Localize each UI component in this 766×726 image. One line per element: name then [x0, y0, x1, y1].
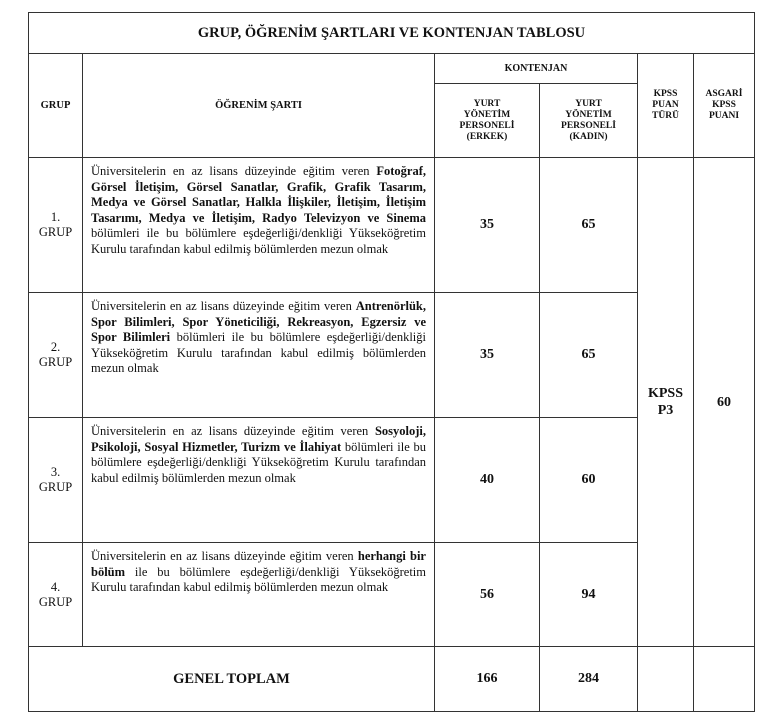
kadin-value: 65	[540, 293, 638, 418]
header-asgari-kpss-puani	[694, 54, 755, 158]
erkek-value: 35	[435, 158, 540, 293]
total-erkek: 166	[435, 647, 540, 712]
condition-text: bölümleri ile bu bölümlere eşdeğerliği/denkliği Yükseköğretim Kurulu tarafından kabul edilmiş bölümlerden mezun olmak	[91, 330, 427, 375]
header-ogrenim-sarti: ÖĞRENİM ŞARTI	[83, 54, 435, 158]
condition-cell	[83, 158, 435, 293]
header-line: KPSS	[653, 89, 678, 99]
grup-number: 2.	[50, 340, 61, 354]
condition-cell	[83, 418, 435, 543]
erkek-value: 40	[435, 418, 540, 543]
total-empty-cell	[638, 647, 694, 712]
grup-cell	[29, 418, 83, 543]
header-line: YÖNETİM	[565, 109, 612, 120]
table-title: GRUP, ÖĞRENİM ŞARTLARI VE KONTENJAN TABLOSU	[29, 13, 755, 54]
condition-text: bölümleri ile bu bölümlere eşdeğerliği/denkliği Yükseköğretim Kurulu tarafından kabul edilmiş bölümlerden mezun olmak	[91, 439, 426, 485]
condition-text: Üniversitelerin en az lisans düzeyinde eğitim veren	[91, 299, 356, 313]
kadin-value: 65	[540, 158, 638, 293]
total-kadin: 284	[540, 647, 638, 712]
total-empty-cell	[694, 647, 755, 712]
header-line: PUANI	[708, 111, 740, 121]
header-line: PERSONELİ	[561, 120, 616, 131]
total-row	[29, 647, 755, 712]
kontenjan-table	[28, 12, 755, 712]
header-kontenjan: KONTENJAN	[435, 54, 638, 84]
condition-text: Üniversitelerin en az lisans düzeyinde eğitim veren	[91, 424, 375, 438]
condition-departments: Fotoğraf, Görsel İletişim, Görsel Sanatlar, Grafik, Grafik Tasarım, Medya ve Görsel Sanatlar, Halkla İlişkiler, İletişim, İletişim Tasarımı, Medya ve İletişim, Radyo Televizyon ve Sinema	[91, 164, 426, 225]
grup-number: 4.	[50, 579, 61, 594]
header-kpss-puan-turu	[638, 54, 694, 158]
grup-number: 3.	[50, 465, 61, 479]
condition-departments: herhangi bir bölüm	[91, 549, 426, 579]
grup-label: GRUP	[38, 594, 73, 609]
header-erkek	[435, 84, 540, 158]
condition-text: Üniversitelerin en az lisans düzeyinde eğitim veren	[91, 549, 358, 563]
grup-cell	[29, 158, 83, 293]
kpss-line: P3	[657, 403, 674, 418]
condition-text: Üniversitelerin en az lisans düzeyinde eğitim veren	[91, 164, 377, 178]
grup-number: 1.	[50, 210, 61, 224]
condition-departments: Sosyoloji, Psikoloji, Sosyal Hizmetler, Turizm ve İlahiyat	[91, 424, 426, 454]
erkek-value: 35	[435, 293, 540, 418]
header-line: YURT	[473, 98, 501, 109]
asgari-kpss-puani-value: 60	[694, 158, 755, 647]
table-row	[29, 158, 755, 293]
total-label: GENEL TOPLAM	[29, 647, 435, 712]
condition-cell	[83, 543, 435, 647]
header-line: ASGARİ	[705, 89, 743, 99]
grup-label: GRUP	[38, 355, 73, 369]
header-line: YÖNETİM	[463, 109, 511, 120]
header-line: (KADIN)	[569, 131, 608, 142]
grup-label: GRUP	[38, 225, 73, 239]
condition-cell	[83, 293, 435, 418]
header-line: PERSONELİ	[459, 120, 515, 131]
header-grup: GRUP	[29, 54, 83, 158]
kadin-value: 94	[540, 543, 638, 647]
kpss-puan-turu-value	[638, 158, 694, 647]
condition-text: bölümleri ile bu bölümlere eşdeğerliği/denkliği Yükseköğretim Kurulu tarafından kabul edilmiş bölümlerden mezun olmak	[91, 226, 426, 256]
header-line: YURT	[575, 98, 602, 109]
header-kadin	[540, 84, 638, 158]
grup-cell	[29, 543, 83, 647]
header-line: PUAN	[652, 100, 679, 110]
header-line: TÜRÜ	[652, 111, 679, 121]
grup-label: GRUP	[38, 480, 73, 494]
erkek-value: 56	[435, 543, 540, 647]
kpss-line: KPSS	[647, 386, 683, 401]
header-line: (ERKEK)	[466, 131, 508, 142]
grup-cell	[29, 293, 83, 418]
kadin-value: 60	[540, 418, 638, 543]
condition-departments: Antrenörlük, Spor Bilimleri, Spor Yöneticiliği, Rekreasyon, Egzersiz ve Spor Bilimleri	[91, 299, 426, 344]
header-line: KPSS	[712, 100, 736, 110]
condition-text: ile bu bölümlere eşdeğerliği/denkliği Yükseköğretim Kurulu tarafından kabul edilmiş bölümlerden mezun olmak	[91, 564, 426, 594]
